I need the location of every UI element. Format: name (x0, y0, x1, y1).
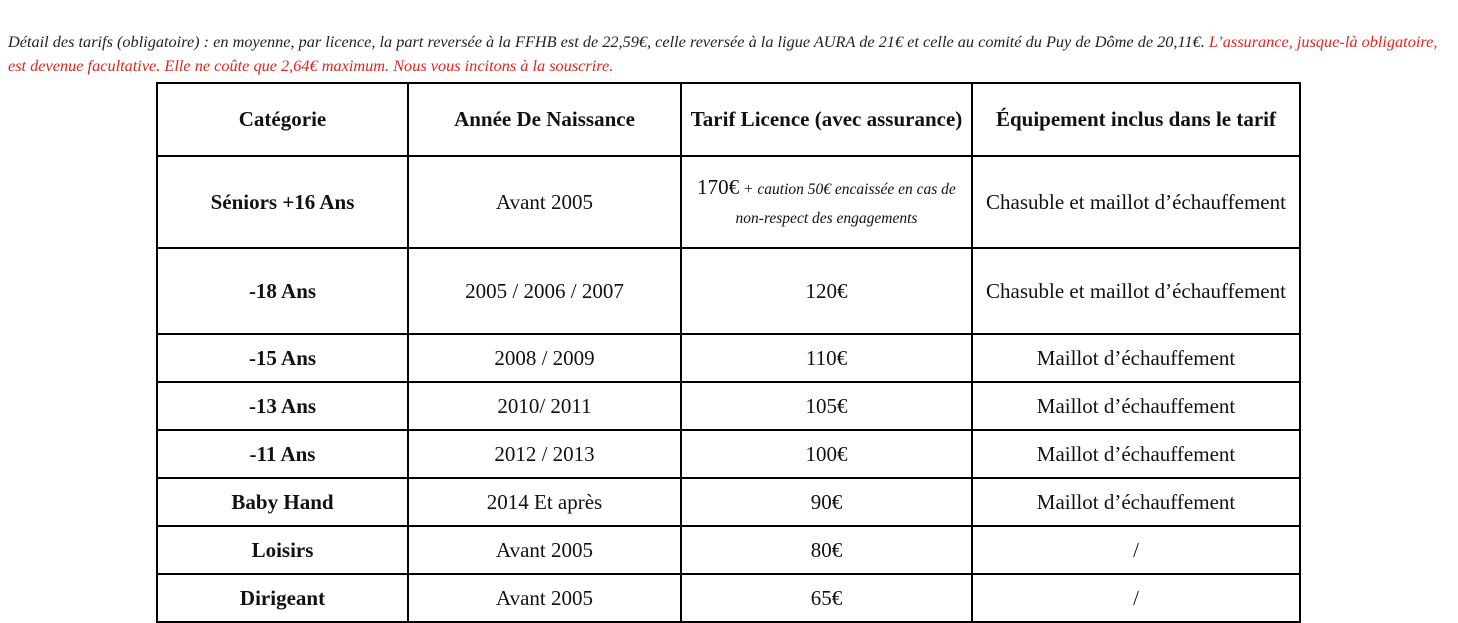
cell-categorie: Séniors +16 Ans (157, 156, 408, 248)
cell-equipement: Maillot d’échauffement (972, 382, 1300, 430)
cell-annee: 2008 / 2009 (408, 334, 681, 382)
cell-categorie: Baby Hand (157, 478, 408, 526)
header-equipement: Équipement inclus dans le tarif (972, 83, 1300, 156)
cell-categorie: -18 Ans (157, 248, 408, 334)
intro-paragraph (8, 30, 1453, 78)
table-row (157, 334, 1300, 382)
cell-annee: Avant 2005 (408, 156, 681, 248)
table-row (157, 248, 1300, 334)
table-row (157, 478, 1300, 526)
intro-text: Détail des tarifs (obligatoire) : en moyenne, par licence, la part reversée à la FFHB est de 22,59€, celle reversée à la ligue AURA de 21€ et celle au comité du Puy de Dôme de 20,11€. (8, 32, 1205, 52)
tarif-note: + caution 50€ encaissée en cas de non-respect des engagements (735, 181, 956, 227)
cell-annee: Avant 2005 (408, 526, 681, 574)
cell-equipement: Maillot d’échauffement (972, 334, 1300, 382)
cell-tarif: 100€ (681, 430, 972, 478)
cell-tarif (681, 156, 972, 248)
cell-equipement: / (972, 574, 1300, 622)
table-row (157, 156, 1300, 248)
cell-tarif: 120€ (681, 248, 972, 334)
cell-annee: 2010/ 2011 (408, 382, 681, 430)
header-tarif: Tarif Licence (avec assurance) (681, 83, 972, 156)
cell-equipement: Maillot d’échauffement (972, 478, 1300, 526)
header-annee: Année De Naissance (408, 83, 681, 156)
cell-equipement: / (972, 526, 1300, 574)
cell-categorie: Loisirs (157, 526, 408, 574)
cell-categorie: Dirigeant (157, 574, 408, 622)
table-header-row (157, 83, 1300, 156)
table-row (157, 430, 1300, 478)
cell-equipement: Chasuble et maillot d’échauffement (972, 248, 1300, 334)
cell-annee: Avant 2005 (408, 574, 681, 622)
cell-equipement: Maillot d’échauffement (972, 430, 1300, 478)
cell-categorie: -13 Ans (157, 382, 408, 430)
cell-tarif: 65€ (681, 574, 972, 622)
cell-categorie: -11 Ans (157, 430, 408, 478)
insurance-notice: L’assurance, jusque-là obligatoire, est devenue facultative. Elle ne coûte que 2,64€ maximum. Nous vous incitons à la souscrire. (8, 32, 1438, 76)
table-row (157, 382, 1300, 430)
table-row (157, 574, 1300, 622)
cell-tarif: 80€ (681, 526, 972, 574)
cell-categorie: -15 Ans (157, 334, 408, 382)
header-categorie: Catégorie (157, 83, 408, 156)
cell-annee: 2012 / 2013 (408, 430, 681, 478)
cell-annee: 2014 Et après (408, 478, 681, 526)
table-row (157, 526, 1300, 574)
tarifs-table (156, 82, 1301, 623)
cell-equipement: Chasuble et maillot d’échauffement (972, 156, 1300, 248)
cell-tarif: 90€ (681, 478, 972, 526)
cell-tarif: 105€ (681, 382, 972, 430)
cell-annee: 2005 / 2006 / 2007 (408, 248, 681, 334)
cell-tarif: 110€ (681, 334, 972, 382)
tarif-value: 170€ (697, 175, 740, 199)
